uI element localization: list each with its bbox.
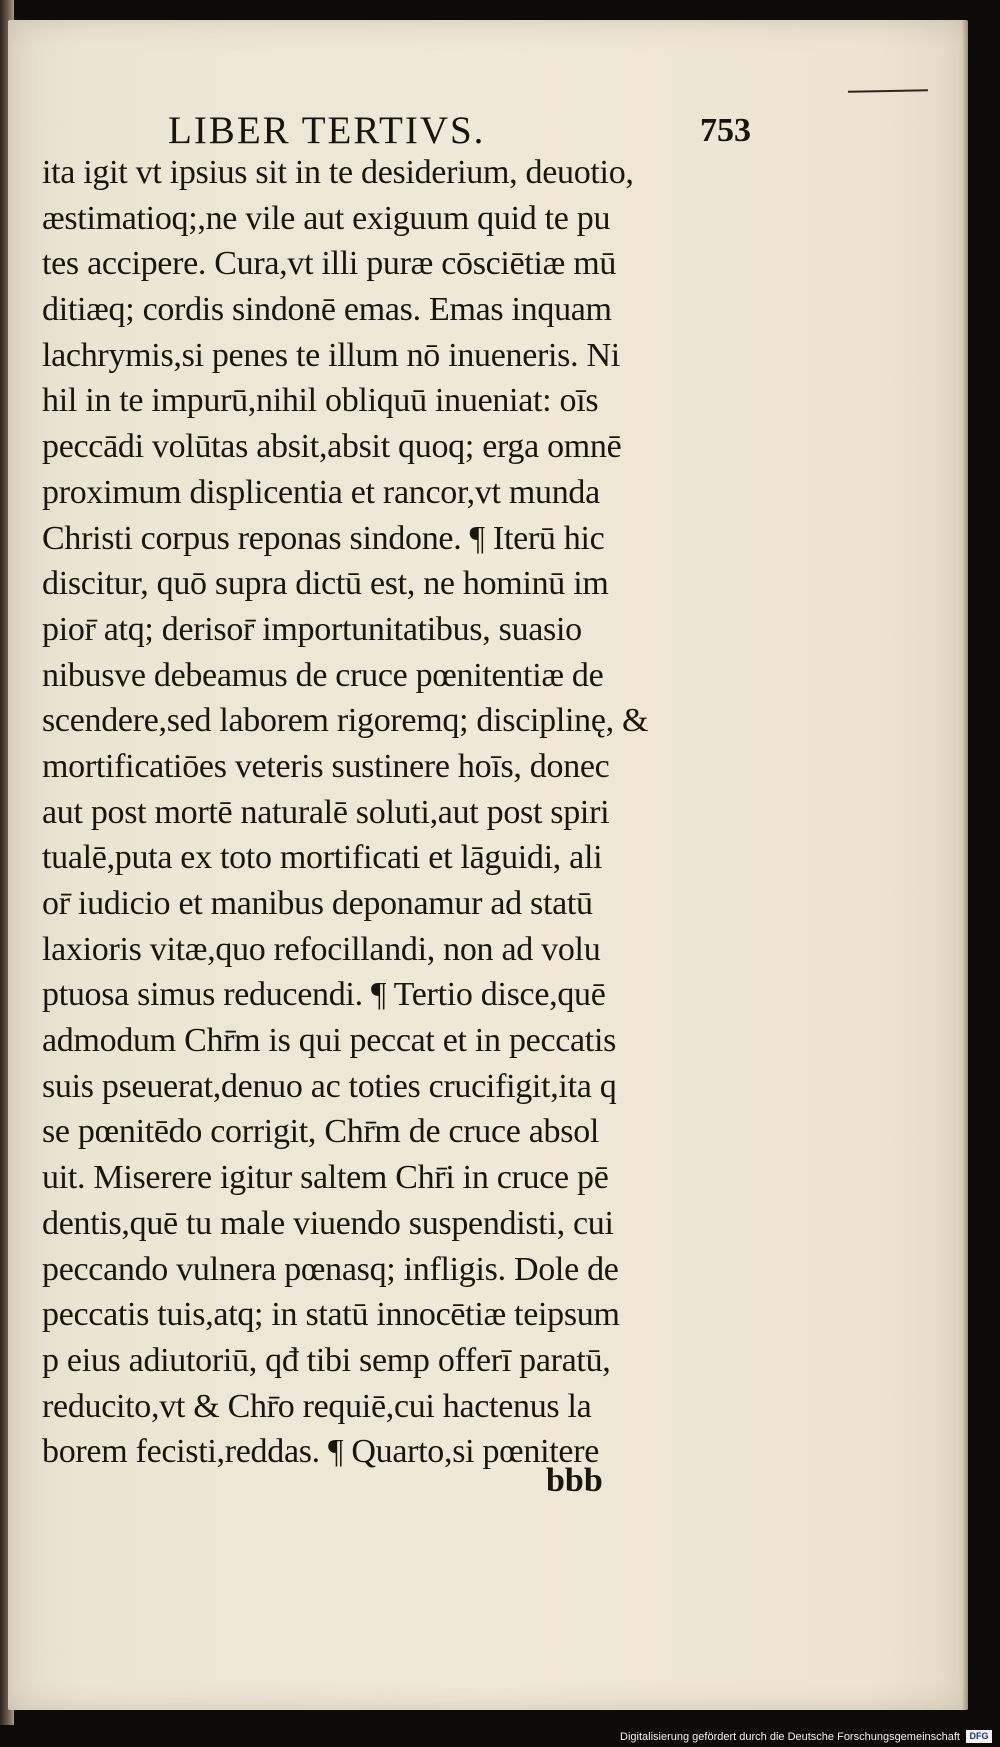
- text-line: p eius adiutoriū, qđ tibi semp offerī paratū,: [42, 1341, 611, 1379]
- signature-catchword: bbb: [546, 1462, 603, 1499]
- text-line: laxioris vitæ,quo refocillandi, non ad volu: [42, 930, 601, 968]
- text-line: ita igit vt ipsius sit in te desiderium, deuotio,: [42, 154, 634, 191]
- page-number: 753: [700, 112, 751, 149]
- text-line: dentis,quē tu male viuendo suspendisti, cui: [42, 1204, 614, 1242]
- text-line: ditiæq; cordis sindonē emas. Emas inquam: [42, 291, 612, 329]
- text-line: mortificatiōes veteris sustinere hoīs, donec: [42, 747, 610, 785]
- funding-credit: Digitalisierung gefördert durch die Deutsche Forschungsgemeinschaft: [620, 1731, 960, 1743]
- footer-bar: [0, 1725, 1000, 1747]
- text-line: or̄ iudicio et manibus deponamur ad statū: [42, 885, 593, 922]
- text-line: se pœnitēdo corrigit, Chr̄m de cruce absol: [42, 1113, 600, 1151]
- text-line: scendere,sed laborem rigoremq; disciplinę, &: [42, 702, 649, 740]
- text-line: Christi corpus reponas sindone. ¶ Iterū hic: [42, 519, 605, 557]
- text-line: proximum displicentia et rancor,vt munda: [42, 473, 600, 511]
- text-line: lachrymis,si penes te illum nō inueneris. Ni: [42, 336, 620, 374]
- text-line: pior̄ atq; derisor̄ importunitatibus, suasio: [42, 610, 582, 648]
- text-line: suis pseuerat,denuo ac toties crucifigit,ita q: [42, 1067, 617, 1105]
- page-tear-mark: [848, 89, 928, 102]
- text-line: peccatis tuis,atq; in statū innocētiæ teipsum: [42, 1296, 620, 1334]
- text-line: uit. Miserere igitur saltem Chr̄i in cruce pē: [42, 1159, 609, 1197]
- text-line: discitur, quō supra dictū est, ne hominū im: [42, 565, 609, 603]
- text-line: borem fecisti,reddas. ¶ Quarto,si pœnitere: [42, 1433, 600, 1471]
- dfg-logo-icon: DFG: [966, 1730, 992, 1743]
- text-line: nibusve debeamus de cruce pœnitentiæ de: [42, 656, 604, 694]
- text-line: admodum Chr̄m is qui peccat et in peccatis: [42, 1022, 617, 1060]
- text-line: peccādi volūtas absit,absit quoq; erga omnē: [42, 428, 622, 466]
- text-line: æstimatioq;,ne vile aut exiguum quid te pu: [42, 199, 611, 237]
- running-title: LIBER TERTIVS.: [168, 109, 486, 152]
- text-line: tualē,puta ex toto mortificati et lāguidi, ali: [42, 839, 603, 877]
- text-line: ptuosa simus reducendi. ¶ Tertio disce,quē: [42, 976, 606, 1014]
- body-text: [42, 150, 762, 1475]
- text-line: hil in te impurū,nihil obliquū inueniat: oīs: [42, 382, 599, 420]
- text-line: peccando vulnera pœnasq; infligis. Dole de: [42, 1250, 619, 1288]
- text-line: aut post mortē naturalē soluti,aut post spiri: [42, 793, 610, 831]
- text-line: tes accipere. Cura,vt illi puræ cōsciētiæ mū: [42, 245, 617, 283]
- text-line: reducito,vt & Chr̄o requiē,cui hactenus la: [42, 1387, 592, 1425]
